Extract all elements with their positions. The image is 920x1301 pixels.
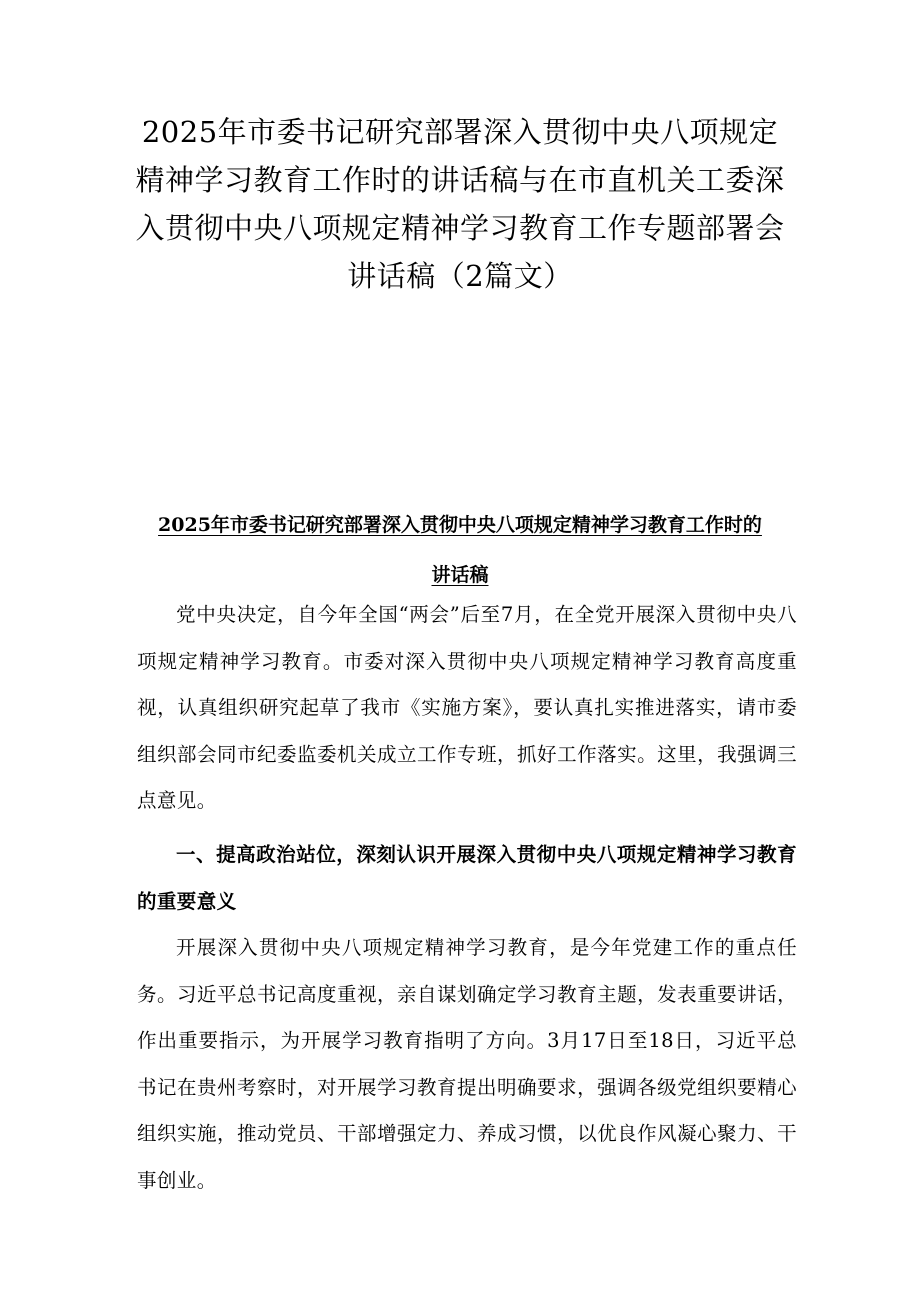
body-paragraph: 党中央决定，自今年全国“两会”后至7月，在全党开展深入贯彻中央八项规定精神学习教育。市委对深入贯彻中央八项规定精神学习教育高度重视，认真组织研究起草了我市《实施方案》，要认真扎实推进落实，请市委组织部会同市纪委监委机关成立工作专班，抓好工作落实。这里，我强调三点意见。 bbox=[137, 603, 797, 812]
body-paragraph: 开展深入贯彻中央八项规定精神学习教育，是今年党建工作的重点任务。习近平总书记高度重视，亲自谋划确定学习教育主题，发表重要讲话，作出重要指示，为开展学习教育指明了方向。3月17日至18日，习近平总书记在贵州考察时，对开展学习教育提出明确要求，强调各级党组织要精心组织实施，推动党员、干部增强定力、养成习惯，以优良作风凝心聚力、干事创业。 bbox=[137, 936, 797, 1192]
document-title: 2025年市委书记研究部署深入贯彻中央八项规定精神学习教育工作时的讲话稿与在市直机关工委深入贯彻中央八项规定精神学习教育工作专题部署会讲话稿（2篇文） bbox=[135, 115, 785, 293]
speech-title: 2025年市委书记研究部署深入贯彻中央八项规定精神学习教育工作时的讲话稿 bbox=[158, 514, 762, 586]
section-heading: 一、提高政治站位，深刻认识开展深入贯彻中央八项规定精神学习教育的重要意义 bbox=[137, 843, 797, 913]
